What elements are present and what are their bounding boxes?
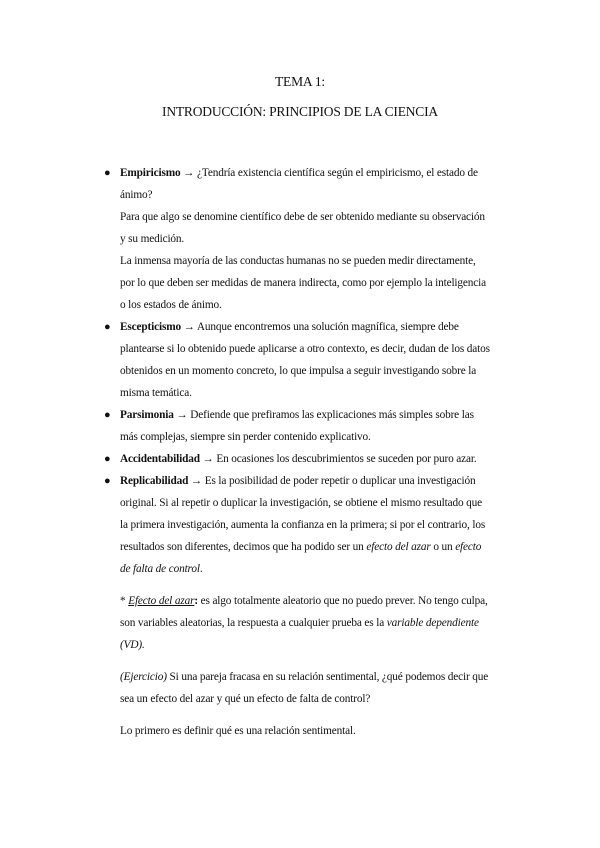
term-empiricismo: Empiricismo	[120, 167, 181, 179]
emphasis-falta-control: efecto de falta de control	[120, 541, 482, 575]
item-text: Aunque encontremos una solución magnífica, siempre debe plantearse si lo obtenido puede aplicarse a otro contexto, es decir, dudan de los datos obtenidos en un momento concreto, lo que impulsa a seguir investigando sobre la misma temática.	[120, 321, 490, 399]
item-paragraph	[120, 448, 490, 470]
topic-heading: TEMA 1:	[275, 74, 325, 89]
arrow-icon: →	[190, 475, 203, 487]
closing-paragraph: Lo primero es definir qué es una relación sentimental.	[120, 725, 356, 737]
item-text: o un	[433, 541, 453, 553]
exercise-text: Si una pareja fracasa en su relación sentimental, ¿qué podemos decir que sea un efecto del azar y qué un efecto de falta de control?	[120, 671, 489, 705]
list-item-empiricismo	[104, 162, 490, 316]
note-emphasis: variable dependiente (VD).	[120, 617, 479, 651]
term-replicabilidad: Replicabilidad	[120, 475, 189, 487]
note-colon: :	[194, 595, 198, 607]
term-escepticismo: Escepticismo	[120, 321, 181, 333]
item-text: Es la posibilidad de poder repetir o duplicar una investigación original. Si al repetir o duplicar la investigación, se obtiene el mismo resultado que la primera investigación, aumenta la confianza en la primera; si por el contrario, los resultados son diferentes, decimos que ha podido ser un	[120, 475, 486, 553]
item-text: ¿Tendría existencia científica según el empiricismo, el estado de ánimo?	[120, 167, 478, 201]
item-paragraph	[120, 316, 490, 404]
exercise-paragraph	[120, 666, 490, 710]
note-term: Efecto del azar	[128, 595, 195, 607]
bullet-icon: ●	[104, 453, 111, 465]
note-text: es algo totalmente aleatorio que no puedo prever. No tengo culpa, son variables aleatorias, la respuesta a cualquier prueba es la	[120, 595, 488, 629]
note-star: *	[120, 595, 126, 607]
document-body	[104, 162, 490, 742]
exercise-label: (Ejercicio)	[120, 671, 167, 683]
bullet-icon: ●	[104, 409, 111, 421]
term-parsimonia: Parsimonia	[120, 409, 174, 421]
emphasis-efecto-azar: efecto del azar	[366, 541, 431, 553]
list-item-parsimonia	[104, 404, 490, 448]
note-paragraph	[120, 590, 490, 656]
list-item-accidentabilidad	[104, 448, 490, 470]
item-text: Defiende que prefiramos las explicaciones más simples sobre las más complejas, siempre sin perder contenido explicativo.	[120, 409, 474, 443]
item-paragraph: La inmensa mayoría de las conductas humanas no se pueden medir directamente, por lo que deben ser medidas de manera indirecta, como por ejemplo la inteligencia o los estados de ánimo.	[120, 255, 487, 311]
arrow-icon: →	[176, 409, 188, 421]
bullet-icon: ●	[104, 321, 111, 333]
item-paragraph	[120, 470, 490, 580]
bullet-icon: ●	[104, 167, 111, 179]
item-paragraph: Para que algo se denomine científico debe de ser obtenido mediante su observación y su medición.	[120, 211, 485, 245]
arrow-icon: →	[202, 453, 214, 465]
item-text: En ocasiones los descubrimientos se suceden por puro azar.	[216, 453, 477, 465]
page-title: INTRODUCCIÓN: PRINCIPIOS DE LA CIENCIA	[162, 104, 438, 119]
item-paragraph	[120, 404, 490, 448]
list-item-replicabilidad	[104, 470, 490, 580]
term-accidentabilidad: Accidentabilidad	[120, 453, 200, 465]
principles-list	[104, 162, 490, 580]
arrow-icon: →	[183, 321, 195, 333]
item-text: .	[199, 563, 203, 575]
item-paragraph	[120, 162, 490, 206]
arrow-icon: →	[183, 167, 195, 179]
bullet-icon: ●	[104, 475, 111, 487]
list-item-escepticismo	[104, 316, 490, 404]
